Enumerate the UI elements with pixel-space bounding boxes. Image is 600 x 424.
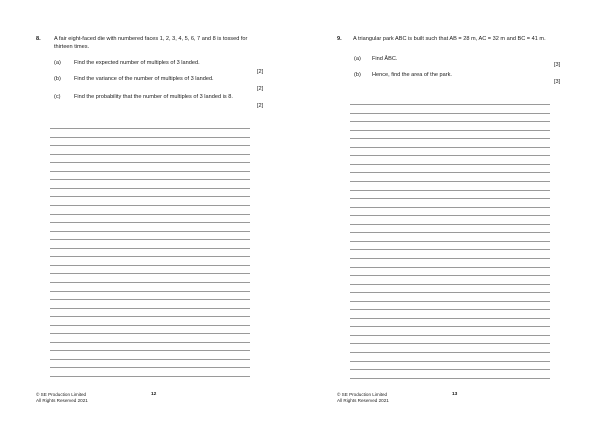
answer-line xyxy=(350,172,550,173)
answer-line xyxy=(350,232,550,233)
answer-line xyxy=(50,367,250,368)
answer-line xyxy=(50,299,250,300)
answer-line xyxy=(50,154,250,155)
part-text-c: Find the probability that the number of multiples of 3 landed is 8. xyxy=(74,94,233,100)
answer-line xyxy=(50,188,250,189)
part-label-b: (b) xyxy=(54,76,61,82)
answer-line xyxy=(350,369,550,370)
question-number: 9. xyxy=(337,36,342,42)
right-page xyxy=(300,0,600,424)
part-label-a: (a) xyxy=(54,60,61,66)
answer-line xyxy=(50,239,250,240)
answer-line xyxy=(350,155,550,156)
footer-line: All Rights Reserved 2021 xyxy=(337,398,389,403)
answer-line xyxy=(350,198,550,199)
answer-line xyxy=(350,361,550,362)
answer-line xyxy=(350,104,550,105)
answer-line xyxy=(50,273,250,274)
answer-line xyxy=(50,350,250,351)
marks-b: [3] xyxy=(554,79,561,85)
answer-line xyxy=(50,222,250,223)
answer-line xyxy=(50,205,250,206)
answer-line xyxy=(50,179,250,180)
answer-line xyxy=(50,128,250,129)
answer-line xyxy=(350,343,550,344)
answer-line xyxy=(350,241,550,242)
answer-line xyxy=(350,318,550,319)
answer-line xyxy=(50,231,250,232)
part-text-b: Hence, find the area of the park. xyxy=(372,72,452,78)
answer-line xyxy=(350,352,550,353)
answer-line xyxy=(350,190,550,191)
question-stem xyxy=(54,35,284,51)
answer-line xyxy=(50,316,250,317)
part-label-a: (a) xyxy=(354,56,361,62)
page-number: 13 xyxy=(452,392,458,397)
answer-line xyxy=(50,333,250,334)
answer-line xyxy=(350,309,550,310)
answer-line xyxy=(350,224,550,225)
question-number: 8. xyxy=(36,36,41,42)
answer-line xyxy=(350,267,550,268)
question-stem-line: A fair eight-faced die with numbered faces 1, 2, 3, 4, 5, 6, 7 and 8 is tossed for xyxy=(54,36,248,42)
answer-line xyxy=(350,326,550,327)
question-stem: A triangular park ABC is built such that AB = 28 m, AC = 32 m and BC = 41 m. xyxy=(353,36,546,42)
answer-line xyxy=(350,113,550,114)
marks-b: [2] xyxy=(257,86,264,92)
answer-line xyxy=(350,292,550,293)
answer-line xyxy=(350,258,550,259)
answer-line xyxy=(50,145,250,146)
answer-line xyxy=(50,248,250,249)
answer-line xyxy=(350,164,550,165)
answer-line xyxy=(50,137,250,138)
answer-line xyxy=(50,282,250,283)
answer-line xyxy=(350,147,550,148)
answer-line xyxy=(50,359,250,360)
answer-line xyxy=(350,181,550,182)
part-text-a: Find ÂBC. xyxy=(372,56,398,62)
footer-line: © SE Production Limited xyxy=(337,392,388,397)
answer-line xyxy=(350,275,550,276)
answer-line xyxy=(50,256,250,257)
answer-line xyxy=(50,325,250,326)
footer-copyright xyxy=(337,392,389,404)
part-label-c: (c) xyxy=(54,94,61,100)
answer-line xyxy=(350,121,550,122)
answer-line xyxy=(350,207,550,208)
answer-line xyxy=(50,308,250,309)
part-label-b: (b) xyxy=(354,72,361,78)
answer-line xyxy=(350,301,550,302)
answer-line xyxy=(50,162,250,163)
answer-line xyxy=(350,215,550,216)
answer-line xyxy=(50,291,250,292)
answer-line xyxy=(350,284,550,285)
question-stem-line: thirteen times. xyxy=(54,44,90,50)
part-text-a: Find the expected number of multiples of 3 landed. xyxy=(74,60,200,66)
footer-line: © SE Production Limited xyxy=(36,392,87,397)
answer-line xyxy=(50,342,250,343)
part-text-b: Find the variance of the number of multiples of 3 landed. xyxy=(74,76,214,82)
page-number: 12 xyxy=(151,392,157,397)
answer-line xyxy=(350,138,550,139)
answer-line xyxy=(350,249,550,250)
marks-a: [3] xyxy=(554,62,561,68)
footer-line: All Rights Reserved 2021 xyxy=(36,398,88,403)
answer-line xyxy=(50,171,250,172)
answer-line xyxy=(50,265,250,266)
answer-line xyxy=(50,214,250,215)
answer-line xyxy=(350,130,550,131)
answer-line xyxy=(350,378,550,379)
marks-c: [2] xyxy=(257,103,264,109)
answer-line xyxy=(50,196,250,197)
marks-a: [2] xyxy=(257,69,264,75)
footer-copyright xyxy=(36,392,88,404)
answer-line xyxy=(50,376,250,377)
answer-line xyxy=(350,335,550,336)
